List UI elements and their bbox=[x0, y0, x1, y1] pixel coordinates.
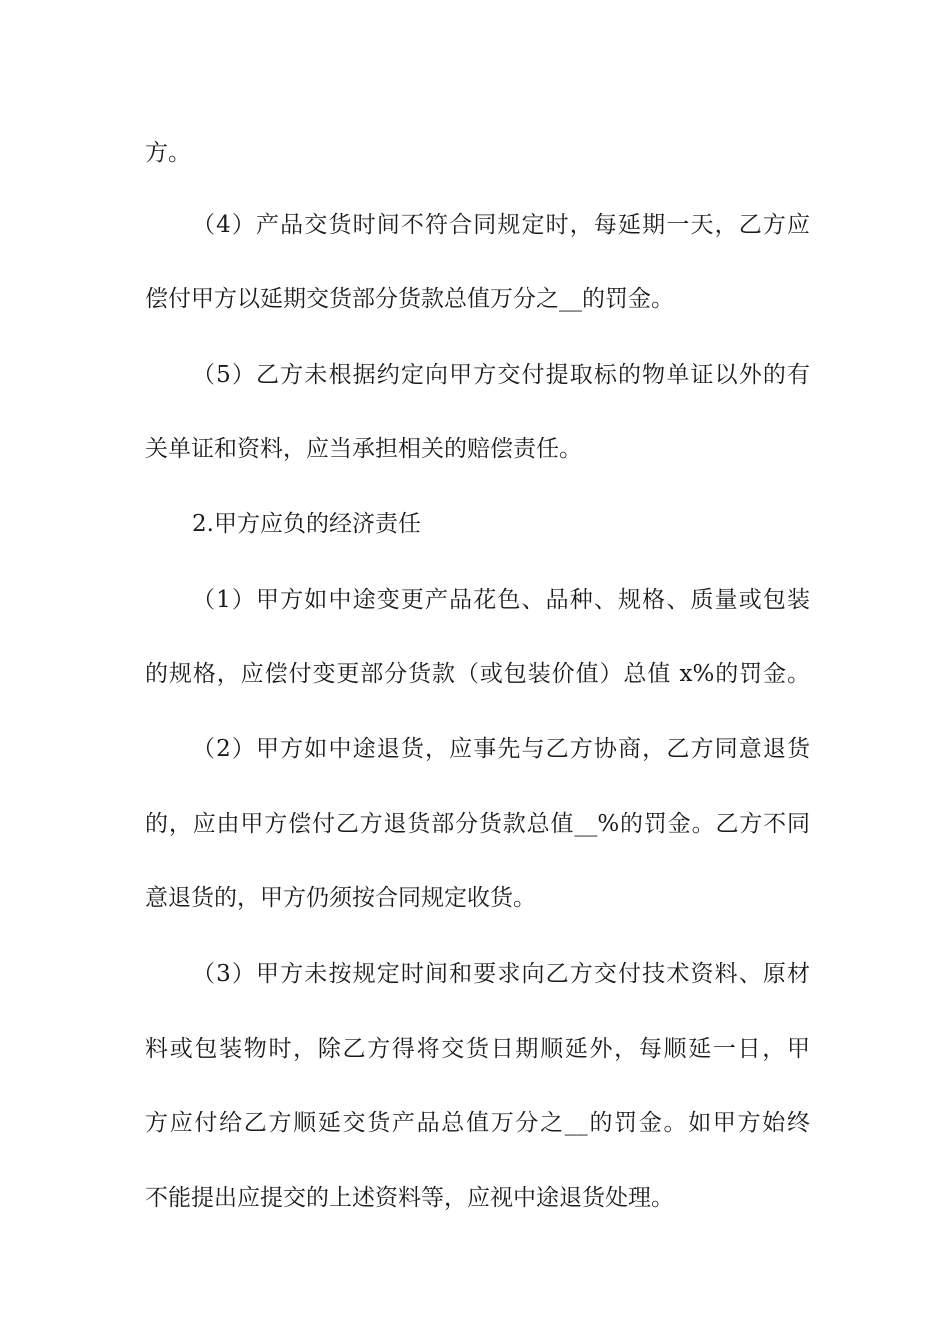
paragraph-line: （1）甲方如中途变更产品花色、品种、规格、质量或包装 bbox=[192, 587, 810, 613]
paragraph-line: 的规格，应偿付变更部分货款（或包装价值）总值 x%的罚金。 bbox=[145, 661, 810, 687]
paragraph-line: （4）产品交货时间不符合同规定时，每延期一天，乙方应 bbox=[192, 212, 810, 238]
paragraph-line: （2）甲方如中途退货，应事先与乙方协商，乙方同意退货 bbox=[192, 736, 810, 762]
paragraph-line: 的，应由甲方偿付乙方退货部分货款总值__%的罚金。乙方不同 bbox=[145, 811, 810, 837]
paragraph-line: 关单证和资料，应当承担相关的赔偿责任。 bbox=[145, 436, 582, 462]
paragraph-line: （3）甲方未按规定时间和要求向乙方交付技术资料、原材 bbox=[192, 961, 810, 987]
paragraph-line: 料或包装物时，除乙方得将交货日期顺延外，每顺延一日，甲 bbox=[145, 1036, 810, 1062]
section-heading: 2.甲方应负的经济责任 bbox=[192, 511, 421, 537]
paragraph-line: 偿付甲方以延期交货部分货款总值万分之__的罚金。 bbox=[145, 286, 674, 312]
paragraph-line: （5）乙方未根据约定向甲方交付提取标的物单证以外的有 bbox=[192, 362, 810, 388]
paragraph-line: 方。 bbox=[145, 140, 191, 166]
paragraph-line: 方应付给乙方顺延交货产品总值万分之__的罚金。如甲方始终 bbox=[145, 1110, 810, 1136]
paragraph-line: 意退货的，甲方仍须按合同规定收货。 bbox=[145, 885, 536, 911]
paragraph-line: 不能提出应提交的上述资料等，应视中途退货处理。 bbox=[145, 1185, 674, 1211]
